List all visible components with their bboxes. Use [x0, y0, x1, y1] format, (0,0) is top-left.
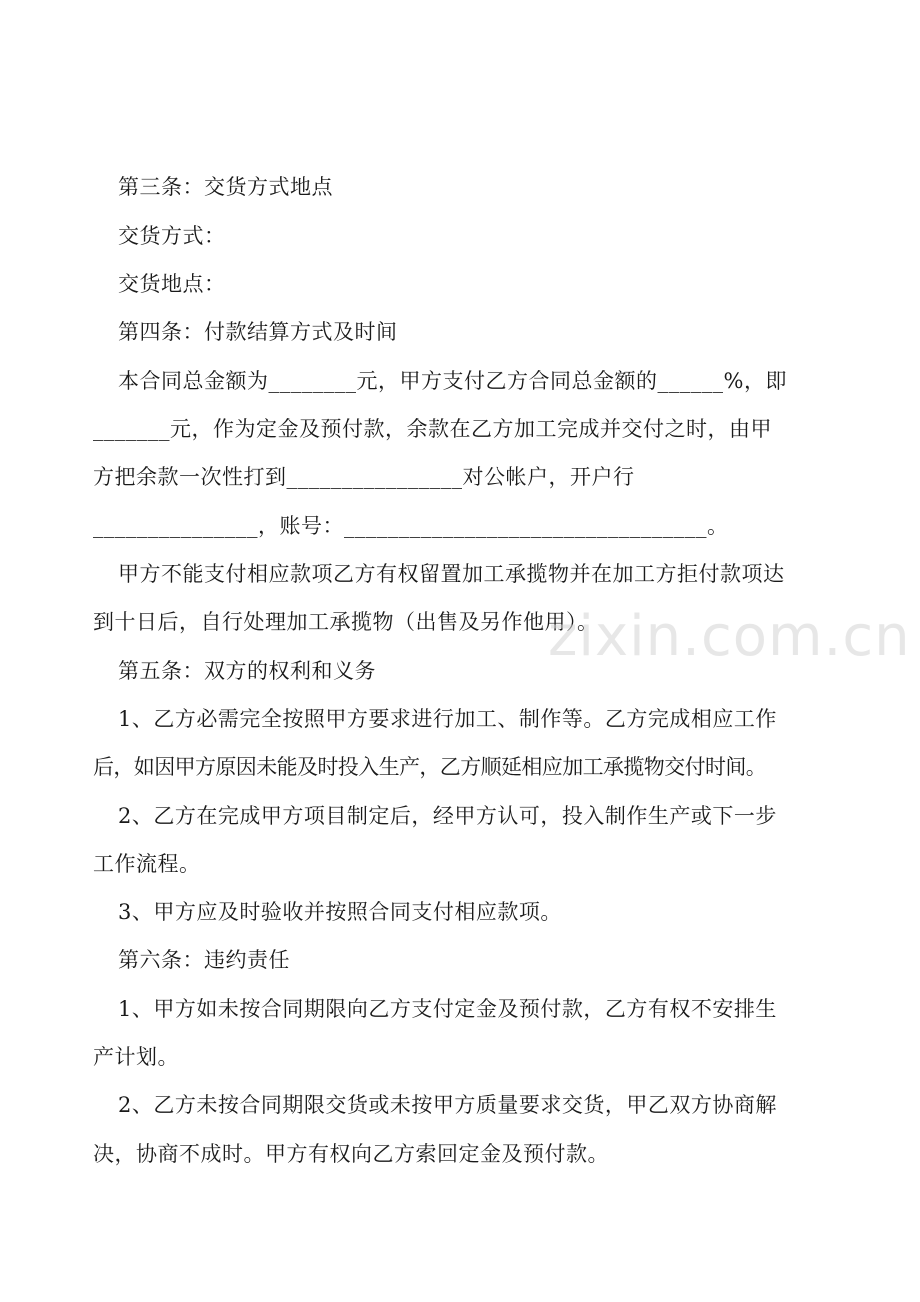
clause-5-2-text-2: 工作流程。: [93, 852, 201, 876]
clause-5-1-line-1: [0, 699, 920, 739]
article-6-heading-text: 第六条：违约责任: [118, 948, 290, 972]
payment-paragraph-line-1: [0, 361, 920, 401]
article-3-heading: [0, 167, 920, 207]
article-5-heading-text: 第五条：双方的权利和义务: [118, 659, 376, 683]
payment-paragraph-line-2: [0, 409, 920, 449]
clause-5-1-text-2: 后，如因甲方原因未能及时投入生产，乙方顺延相应加工承揽物交付时间。: [93, 755, 767, 779]
clause-5-2-line-1: [0, 796, 920, 836]
watermark: zixin.com.cn: [548, 604, 911, 669]
clause-6-1-line-1: [0, 989, 920, 1029]
article-5-heading: [0, 651, 920, 691]
delivery-method-line: [0, 216, 920, 256]
lien-text-1: 甲方不能支付相应款项乙方有权留置加工承揽物并在加工方拒付款项达: [118, 562, 785, 586]
clause-6-1-text-1: 1、甲方如未按合同期限向乙方支付定金及预付款，乙方有权不安排生: [118, 997, 777, 1021]
payment-text-3: 方把余款一次性打到________________对公帐户，开户行: [93, 465, 635, 489]
delivery-location-text: 交货地点：: [118, 272, 226, 296]
payment-text-1: 本合同总金额为________元，甲方支付乙方合同总金额的______%，即: [118, 369, 787, 393]
delivery-location-line: [0, 264, 920, 304]
delivery-method-text: 交货方式：: [118, 224, 226, 248]
clause-5-3-text: 3、甲方应及时验收并按照合同支付相应款项。: [118, 900, 562, 924]
clause-5-1-line-2: [0, 747, 920, 787]
clause-5-3-line: [0, 892, 920, 932]
payment-text-4: _______________，账号：_________________________________。: [93, 514, 729, 538]
clause-6-2-line-1: [0, 1085, 920, 1125]
clause-6-2-text-1: 2、乙方未按合同期限交货或未按甲方质量要求交货，甲乙双方协商解: [118, 1093, 777, 1117]
article-3-heading-text: 第三条：交货方式地点: [118, 175, 333, 199]
clause-6-1-line-2: [0, 1037, 920, 1077]
clause-6-2-line-2: [0, 1134, 920, 1174]
payment-text-2: _______元，作为定金及预付款，余款在乙方加工完成并交付之时，由甲: [93, 417, 772, 441]
article-4-heading-text: 第四条：付款结算方式及时间: [118, 320, 398, 344]
lien-text-2: 到十日后，自行处理加工承揽物（出售及另作他用）。: [93, 610, 599, 634]
lien-paragraph-line-2: [0, 602, 920, 642]
payment-paragraph-line-4: [0, 506, 920, 546]
payment-paragraph-line-3: [0, 457, 920, 497]
clause-5-2-text-1: 2、乙方在完成甲方项目制定后，经甲方认可，投入制作生产或下一步: [118, 804, 777, 828]
clause-6-1-text-2: 产计划。: [93, 1045, 179, 1069]
lien-paragraph-line-1: [0, 554, 920, 594]
article-4-heading: [0, 312, 920, 352]
clause-6-2-text-2: 决，协商不成时。甲方有权向乙方索回定金及预付款。: [93, 1142, 609, 1166]
clause-5-2-line-2: [0, 844, 920, 884]
article-6-heading: [0, 940, 920, 980]
clause-5-1-text-1: 1、乙方必需完全按照甲方要求进行加工、制作等。乙方完成相应工作: [118, 707, 777, 731]
